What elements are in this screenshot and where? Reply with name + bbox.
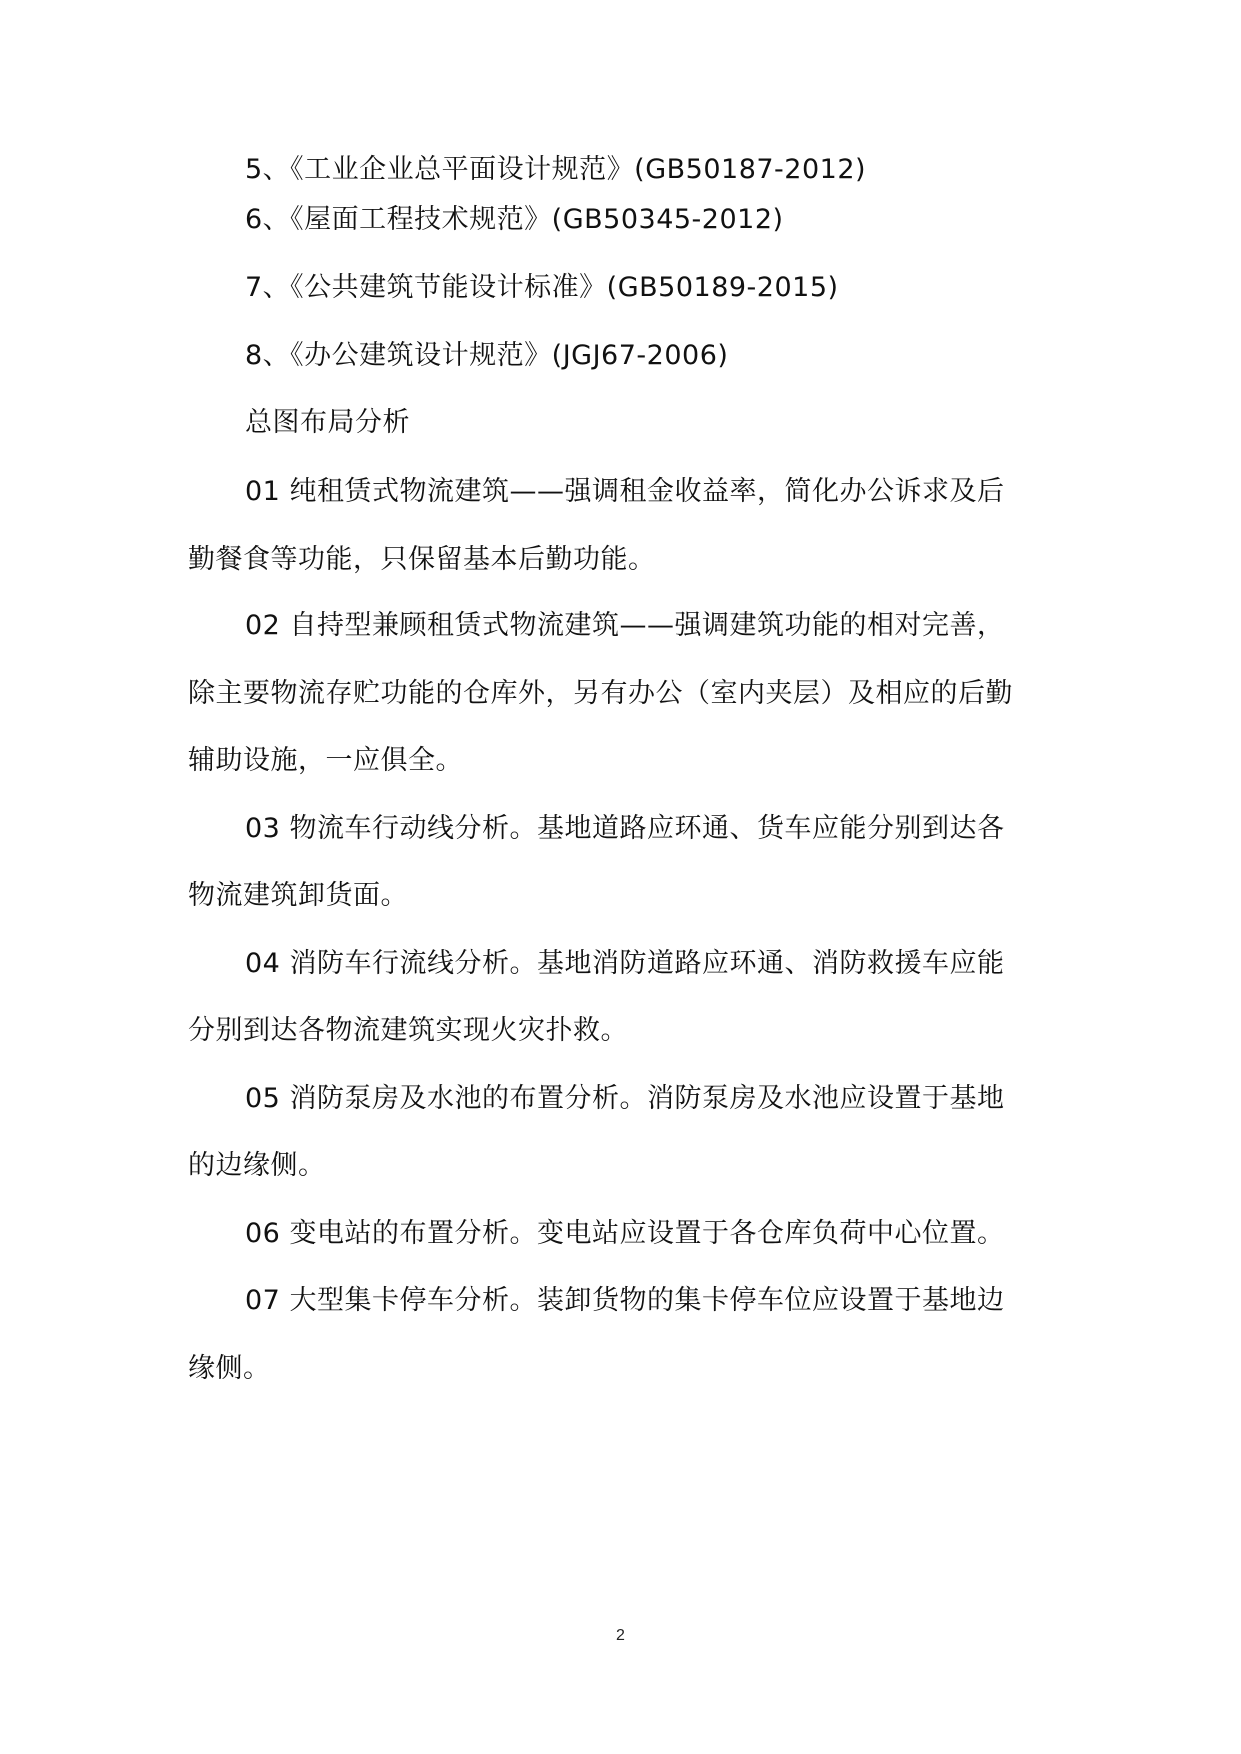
page-number: 2 [616, 1627, 625, 1644]
standard-item-5: 5、《工业企业总平面设计规范》(GB50187-2012) [245, 154, 867, 185]
paragraph-04-line-2: 分别到达各物流建筑实现火灾扑救。 [188, 1015, 628, 1046]
paragraph-02-line-1: 02 自持型兼顾租赁式物流建筑——强调建筑功能的相对完善， [245, 610, 1005, 641]
paragraph-02-line-3: 辅助设施，一应俱全。 [188, 745, 463, 776]
paragraph-04-line-1: 04 消防车行流线分析。基地消防道路应环通、消防救援车应能 [245, 948, 1005, 979]
paragraph-05-line-2: 的边缘侧。 [188, 1150, 326, 1181]
paragraph-02-line-2: 除主要物流存贮功能的仓库外，另有办公（室内夹层）及相应的后勤 [188, 678, 1013, 709]
paragraph-03-line-2: 物流建筑卸货面。 [188, 880, 408, 911]
standard-item-6: 6、《屋面工程技术规范》(GB50345-2012) [245, 204, 784, 235]
paragraph-03-line-1: 03 物流车行动线分析。基地道路应环通、货车应能分别到达各 [245, 813, 1005, 844]
standard-item-7: 7、《公共建筑节能设计标准》(GB50189-2015) [245, 272, 839, 303]
paragraph-07-line-1: 07 大型集卡停车分析。装卸货物的集卡停车位应设置于基地边 [245, 1285, 1005, 1316]
paragraph-05-line-1: 05 消防泵房及水池的布置分析。消防泵房及水池应设置于基地 [245, 1083, 1005, 1114]
standard-item-8: 8、《办公建筑设计规范》(JGJ67-2006) [245, 340, 729, 371]
paragraph-01-line-2: 勤餐食等功能，只保留基本后勤功能。 [188, 544, 656, 575]
paragraph-06-line-1: 06 变电站的布置分析。变电站应设置于各仓库负荷中心位置。 [245, 1218, 1005, 1249]
paragraph-01-line-1: 01 纯租赁式物流建筑——强调租金收益率，简化办公诉求及后 [245, 476, 1005, 507]
section-heading: 总图布局分析 [245, 407, 410, 438]
paragraph-07-line-2: 缘侧。 [188, 1353, 271, 1384]
